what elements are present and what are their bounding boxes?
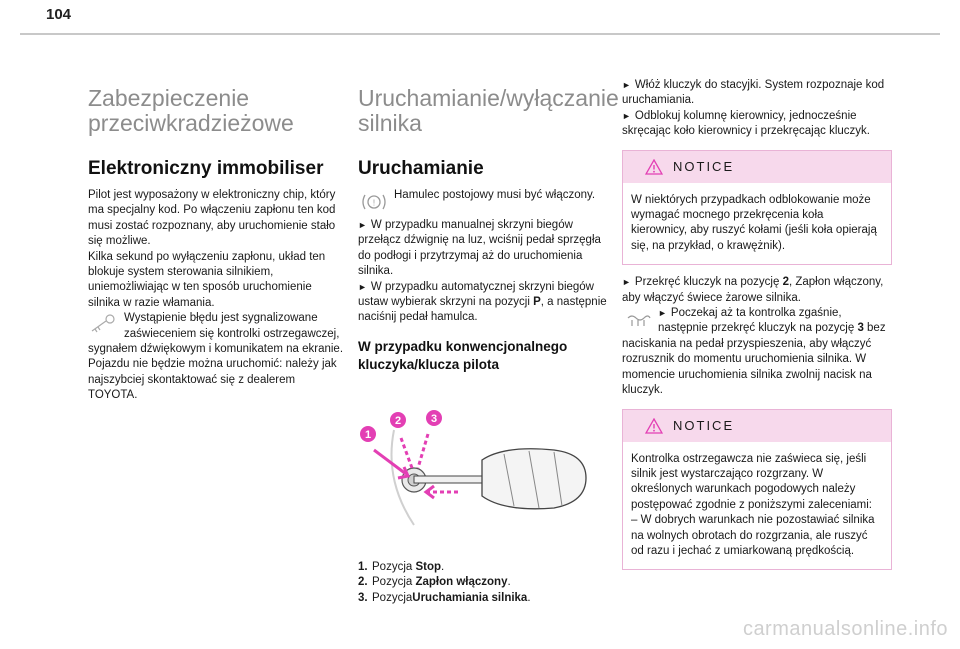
step-bold: Uruchamiania silnika bbox=[412, 591, 528, 604]
parking-brake-icon bbox=[358, 190, 390, 214]
insert-key-text: Włóż kluczyk do stacyjki. System rozpoznaje kod uruchamiania. bbox=[622, 79, 885, 107]
step-end: . bbox=[441, 560, 445, 573]
manual-gearbox-instruction bbox=[358, 214, 614, 280]
list-item bbox=[358, 575, 614, 590]
turn-key-text-pre: Przekręć kluczyk na pozycję bbox=[634, 276, 783, 289]
auto-gearbox-text-pre: W przypadku automatycznej skrzyni biegów ustaw wybierak skrzyni na pozycji bbox=[358, 280, 594, 309]
key-positions-list bbox=[358, 560, 614, 606]
notice-header bbox=[623, 410, 891, 442]
manual-gearbox-text: W przypadku manualnej skrzyni biegów przełącz dźwignię na luz, wciśnij pedał sprzęgła do podłogi i przytrzymaj aż do uruchomienia silnika. bbox=[358, 219, 601, 278]
glow-plug-icon bbox=[622, 308, 654, 332]
bullet-arrow-icon: ► bbox=[658, 308, 667, 319]
notice-header bbox=[623, 151, 891, 183]
auto-gearbox-text-post: , a następnie naciśnij pedał hamulca. bbox=[358, 296, 607, 324]
warning-triangle-icon bbox=[645, 159, 663, 175]
step-text: Pozycja bbox=[372, 560, 416, 573]
brake-note bbox=[358, 188, 614, 208]
marker-2 bbox=[390, 412, 406, 428]
paragraph-warning bbox=[88, 311, 346, 357]
paragraph-chip: Pilot jest wyposażony w elektroniczny chip, który ma specjalny kod. Po włączeniu zapłonu ten kod musi zostać rozpoznany, aby uruchomienie stało się możliwe. bbox=[88, 189, 336, 248]
svg-text:2: 2 bbox=[394, 414, 402, 427]
header-divider bbox=[20, 33, 940, 35]
list-item bbox=[358, 591, 614, 606]
step-bold: Zapłon włączony bbox=[415, 576, 508, 589]
insert-key-instruction bbox=[622, 78, 892, 109]
step-end: . bbox=[527, 591, 531, 604]
brake-note-text: Hamulec postojowy musi być włączony. bbox=[394, 189, 596, 201]
bullet-arrow-icon: ► bbox=[622, 110, 631, 121]
step-end: . bbox=[507, 576, 511, 589]
notice-title: NOTICE bbox=[673, 158, 735, 174]
step-number: 1. bbox=[358, 560, 368, 573]
subtitle-immobiliser: Elektroniczny immobiliser bbox=[88, 158, 324, 179]
step-number: 3. bbox=[358, 591, 368, 604]
ignition-key-figure bbox=[354, 390, 594, 550]
svg-text:!: ! bbox=[372, 198, 376, 208]
wait-glow-position: 3 bbox=[857, 322, 864, 335]
step-text: Pozycja bbox=[372, 591, 413, 604]
auto-gearbox-instruction bbox=[358, 280, 614, 326]
key-heading: W przypadku konwencjonalnego kluczyka/klucza pilota bbox=[358, 338, 568, 372]
ignition-key-illustration bbox=[354, 390, 594, 550]
turn-key-text-post: , Zapłon włączony, aby włączyć świece żarowe silnika. bbox=[622, 276, 884, 304]
notice-body: W niektórych przypadkach odblokowanie może wymagać mocnego przekręcenia koła kierownicy, aby ruszyć kołami (jeśli koła opierają się, na przykład, o krawężnik). bbox=[631, 193, 877, 252]
notice-text: Kontrolka ostrzegawcza nie zaświeca się, jeśli silnik jest wystarczająco rozgrzany. W określonych warunkach pogodowych należy postępować zgodnie z poniższymi zaleceniami: bbox=[631, 452, 872, 511]
bullet-arrow-icon: ► bbox=[622, 277, 631, 288]
step-bold: Stop bbox=[415, 560, 442, 573]
notice-title: NOTICE bbox=[673, 417, 735, 433]
svg-text:1: 1 bbox=[364, 428, 372, 441]
notice-box-steering bbox=[622, 150, 892, 266]
column-procedure bbox=[622, 78, 892, 580]
turn-key-position: 2 bbox=[782, 276, 789, 289]
watermark: carmanualsonline.info bbox=[742, 618, 948, 640]
notice-list-item: – W dobrych warunkach nie pozostawiać silnika na wolnych obrotach do rozgrzania, ale ruszyć od razu i jechać z umiarkowaną prędkością. bbox=[631, 514, 875, 557]
paragraph-lock: Kilka sekund po wyłączeniu zapłonu, układ ten blokuje system sterowania silnikiem, uniemożliwiając w ten sposób uruchomienie silnika w razie włamania. bbox=[88, 250, 326, 309]
auto-gearbox-position: P bbox=[533, 296, 541, 309]
list-item bbox=[358, 560, 614, 575]
notice-box-warning-light bbox=[622, 409, 892, 571]
notice-body bbox=[623, 442, 891, 570]
svg-text:3: 3 bbox=[430, 412, 438, 425]
section-title-start-stop: Uruchamianie/wyłączanie silnika bbox=[358, 85, 619, 136]
paragraph-contact-dealer: Pojazdu nie będzie można uruchomić: należy jak najszybciej skontaktować się z dealerem TOYOTA. bbox=[88, 358, 337, 402]
marker-1 bbox=[360, 426, 376, 442]
section-title-anti-theft: Zabezpieczenie przeciwkradzieżowe bbox=[88, 85, 294, 136]
wait-glow-text-pre: Poczekaj aż ta kontrolka zgaśnie, następnie przekręć kluczyk na pozycję bbox=[658, 307, 858, 335]
marker-3 bbox=[426, 410, 442, 426]
bullet-arrow-icon: ► bbox=[622, 80, 631, 90]
column-anti-theft bbox=[88, 78, 346, 404]
subtitle-starting: Uruchamianie bbox=[358, 158, 484, 179]
unlock-column-text: Odblokuj kolumnę kierownicy, jednocześnie skręcając koło kierownicy i przekręcając kluczyk. bbox=[622, 109, 870, 138]
warning-triangle-icon bbox=[645, 418, 663, 434]
column-start-stop bbox=[358, 78, 619, 606]
paragraph-warning-text: Wystąpienie błędu jest sygnalizowane zaświeceniem się kontrolki ostrzegawczej, sygnałem dźwiękowym i komunikatem na ekranie. bbox=[88, 312, 344, 356]
wait-glow-text-post: bez naciskania na pedał przyspieszenia, aby włączyć rozrusznik do momentu uruchomienia silnika. W momencie uruchomienia silnika zwolnij nacisk na kluczyk. bbox=[622, 322, 886, 397]
wait-glow-instruction bbox=[622, 306, 892, 398]
page-number: 104 bbox=[46, 6, 72, 23]
unlock-column-instruction bbox=[622, 109, 892, 140]
step-number: 2. bbox=[358, 576, 368, 589]
turn-key-instruction bbox=[622, 275, 892, 306]
bullet-arrow-icon: ► bbox=[358, 281, 367, 292]
key-warning-icon bbox=[88, 313, 120, 337]
step-text: Pozycja bbox=[372, 576, 416, 589]
bullet-arrow-icon: ► bbox=[358, 220, 367, 230]
